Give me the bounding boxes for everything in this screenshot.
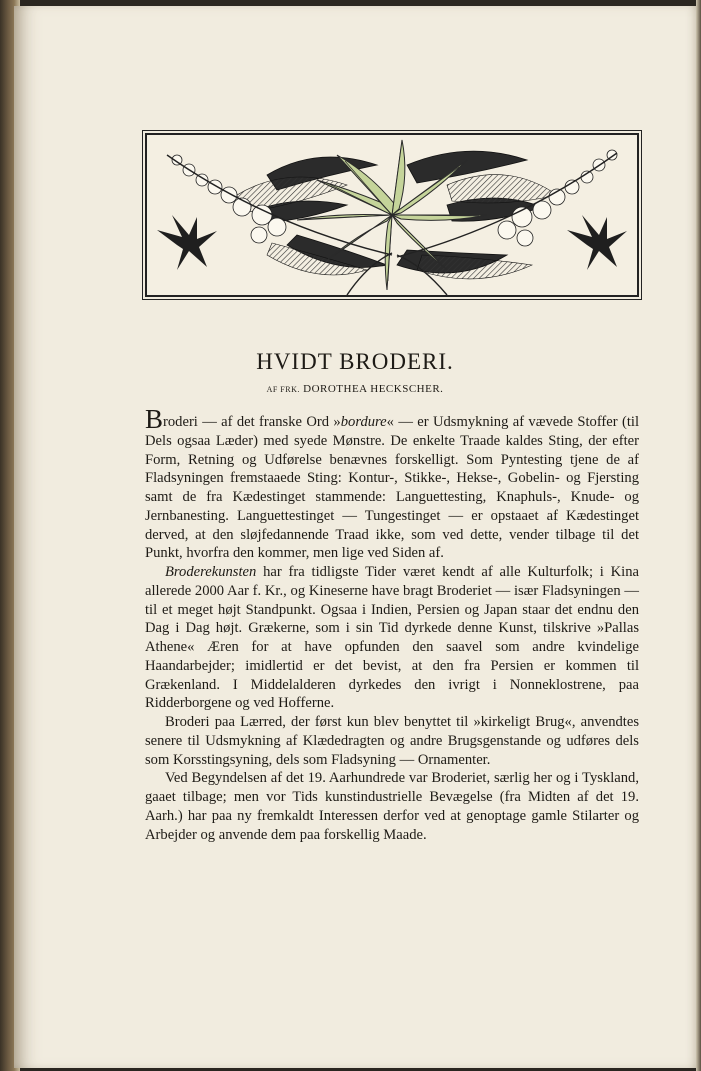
paragraph-1 [145,404,640,563]
article-title: HVIDT BRODERI. [256,349,454,374]
drop-cap: B [145,404,164,434]
paragraph-2-emphasis: Broderekunsten [165,564,257,580]
byline [14,383,696,395]
paragraph-4: Ved Begyndelsen af det 19. Aarhundrede var Broderiet, særlig her og i Tyskland, gaaet tilbage; men vor Tids kunstindustrielle Bevægelse (fra Midten af det 19. Aarh.) har paa ny fremkaldt Interessen derfor ved at genoptage gamle Stilarter og Arbejder og anvende dem paa forskellig Maade. [145,770,639,843]
paragraph-1-text-b: « — er Udsmykning af vævede Stoffer (til Dels ogsaa Læder) med syede Mønstre. De enkelte Traade kaldes Sting, der efter Form, Retning og Udførelse benævnes forskelligt. Som Pyntesting tjene de af Fladsyningen fremstaaede Sting: Kontur-, Stikke-, Hekse-, Gobelin- og Fjersting samt de fra Kædestinget stammende: Languettesting, Knaphuls-, Knude- og Jernbanesting. Languettestinget — Tungestinget — er opstaaet af Kædestinget derved, at den sløjfedannende Traad ikke, som ved dette, vender tilbage til det Punkt, hvorfra den kommer, men lige ved Siden af. [145,414,640,562]
leaf-border-illustration [147,135,637,295]
page-edge [696,0,701,1071]
paragraph-2-text: har fra tidligste Tider været kendt af alle Kulturfolk; i Kina allerede 2000 Aar f. Kr., og Kineserne have bragt Broderiet — især Fladsyningen — til et meget højt Standpunkt. Ogsaa i Indien, Persien og Japan staar det endnu den Dag i Dag højt. Grækerne, som i sin Tid dyrkede denne Kunst, tilskrive »Pallas Athene« Æren for at have opfunden den saavel som andre kvindelige Haandarbejder; imidlertid er det bevist, at den fra Persien er kommen til Grækenland. I Middelalderen dyrkedes den ivrigt i Nonneklostrene, paa Ridderborgene og ved Hofferne. [145,564,639,712]
paragraph-1-emphasis: bordure [340,414,387,430]
paragraph-1-text-a: roderi — af det franske Ord » [163,414,341,430]
paragraph-2 [145,563,639,713]
byline-prefix: AF FRK. [266,385,300,394]
article-body [145,404,640,844]
paragraph-3: Broderi paa Lærred, der først kun blev benyttet til »kirkeligt Brug«, anvendtes senere til Udsmykning af Klædedragten og andre Brugsgenstande og udføres dels som Korsstingsyning, dels som Fladsyning — Ornamenter. [145,714,639,768]
book-page [14,6,696,1068]
author-name: DOROTHEA HECKSCHER. [303,383,444,395]
header-illustration [145,133,639,297]
